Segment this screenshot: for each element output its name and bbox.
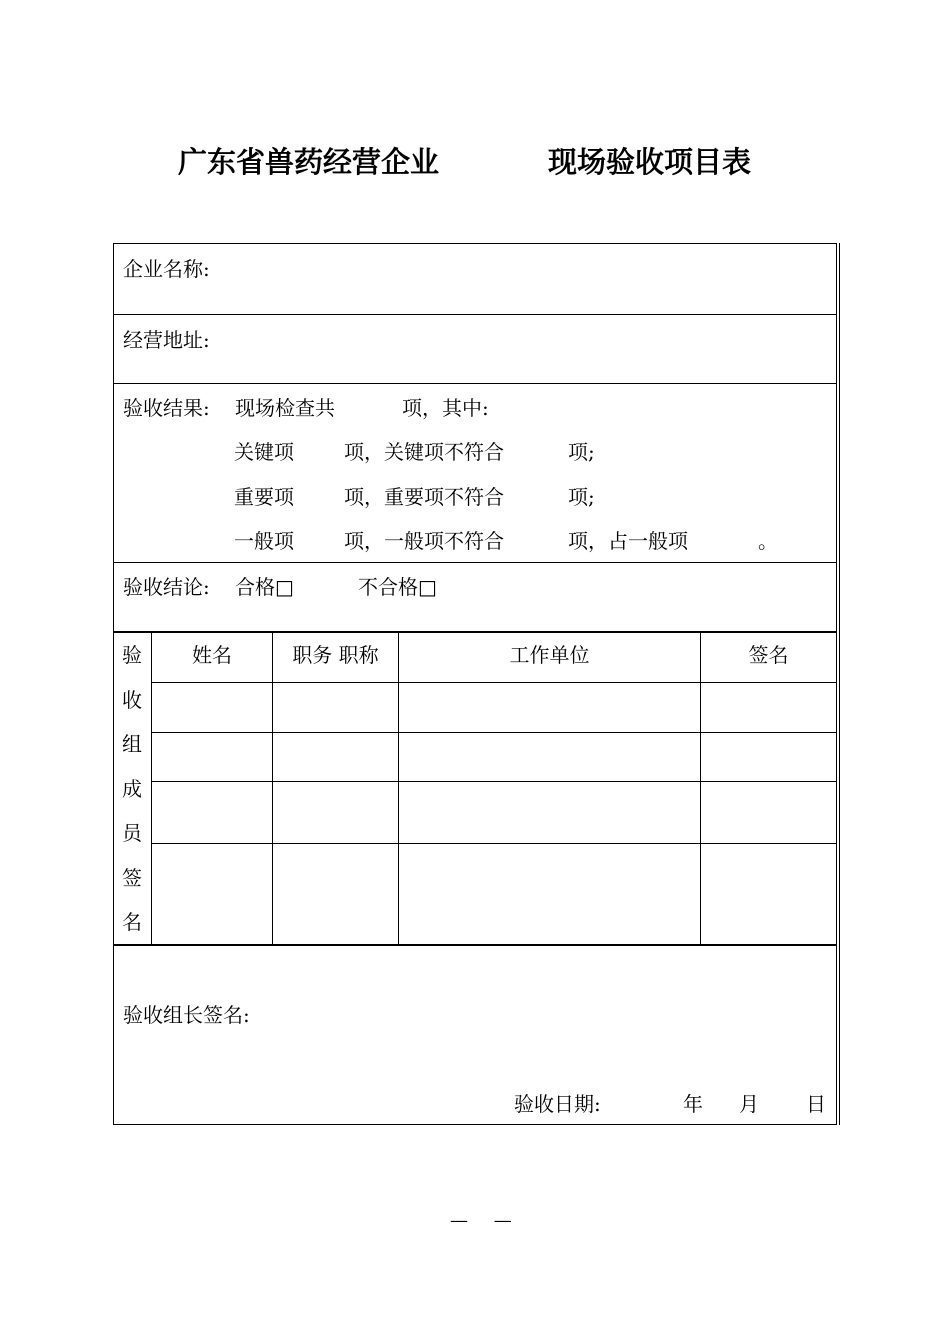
side-label-char: 名: [122, 910, 142, 934]
key-items-label: 关键项: [234, 440, 294, 464]
row-divider: [113, 562, 837, 563]
column-divider: [700, 632, 701, 945]
row-divider: [113, 631, 837, 633]
member-row-divider: [151, 732, 837, 733]
company-name-label: 企业名称:: [123, 257, 210, 281]
frame-right-border-outer: [839, 243, 840, 1125]
member-row-divider: [151, 781, 837, 782]
row-divider: [113, 314, 837, 315]
member-row-divider: [151, 682, 837, 683]
key-items-mid: 项，关键项不符合: [344, 440, 504, 464]
title-part1: 广东省兽药经营企业: [178, 145, 440, 179]
header-signature: 签名: [748, 643, 789, 667]
title-part2: 现场验收项目表: [548, 145, 752, 179]
leader-signature-label: 验收组长签名:: [123, 1003, 250, 1027]
column-divider: [398, 632, 399, 945]
side-label-char: 员: [122, 821, 142, 845]
general-items-mid: 项，一般项不符合: [344, 529, 504, 553]
row-divider: [113, 1124, 837, 1125]
general-items-period: 。: [758, 529, 778, 553]
header-work-unit: 工作单位: [509, 643, 590, 667]
row-divider: [113, 944, 837, 946]
conclusion-label: 验收结论:: [123, 575, 210, 599]
general-items-label: 一般项: [234, 529, 294, 553]
side-label-char: 成: [122, 776, 142, 801]
date-label: 验收日期:: [514, 1092, 601, 1116]
document-title: [0, 140, 950, 186]
member-row-divider: [151, 843, 837, 844]
important-items-end: 项;: [568, 485, 595, 509]
column-divider: [272, 632, 273, 945]
important-items-label: 重要项: [234, 485, 294, 509]
date-day: 日: [806, 1092, 826, 1116]
header-name: 姓名: [192, 643, 232, 667]
column-divider: [151, 632, 152, 945]
address-label: 经营地址:: [123, 328, 210, 352]
date-year: 年: [683, 1092, 703, 1116]
member-signature-side-label: [113, 633, 151, 943]
total-items-suffix: 项，其中:: [402, 396, 489, 420]
side-label-char: 收: [122, 687, 142, 712]
page-number-mark: — —: [450, 1210, 522, 1231]
key-items-end: 项;: [568, 440, 595, 464]
date-month: 月: [739, 1092, 759, 1116]
side-label-char: 组: [122, 732, 142, 756]
important-items-mid: 项，重要项不符合: [344, 485, 504, 509]
side-label-char: 签: [122, 865, 142, 890]
total-items-label: 现场检查共: [235, 396, 335, 420]
row-divider: [113, 383, 837, 384]
row-divider: [113, 243, 837, 244]
acceptance-form: [113, 243, 837, 1125]
frame-right-border: [836, 243, 837, 1125]
general-items-end: 项，占一般项: [568, 529, 688, 553]
result-label: 验收结果:: [123, 396, 210, 420]
pass-checkbox[interactable]: 合格□: [235, 575, 294, 599]
header-position-title: 职务 职称: [292, 643, 379, 667]
side-label-char: 验: [122, 643, 142, 667]
fail-checkbox[interactable]: 不合格□: [358, 575, 437, 599]
